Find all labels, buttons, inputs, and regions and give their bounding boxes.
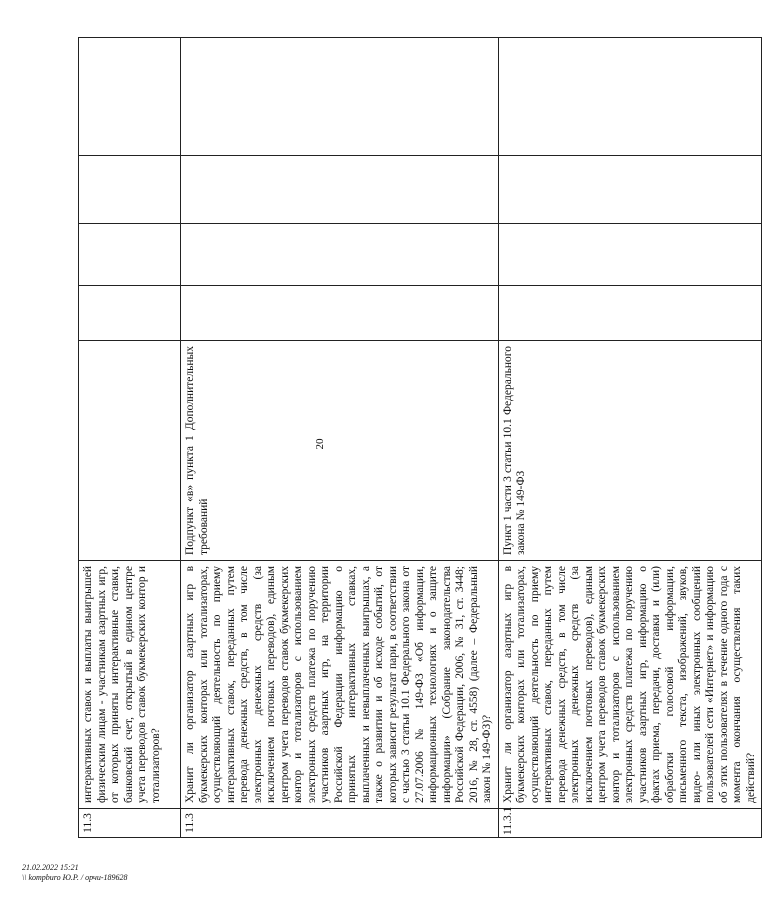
stamp-author: \\ kompburo Ю.Р. / орчи-189628 [22, 873, 128, 882]
document-stamp [22, 863, 128, 883]
rotated-table-container [78, 38, 757, 838]
table-row [79, 38, 181, 838]
note-cell [79, 38, 181, 156]
row-number: 11.3 [181, 809, 499, 838]
note-cell [498, 38, 762, 156]
answer-no-cell [498, 224, 762, 286]
requirement-cell: Пункт 1 части 3 статьи 10.1 Федерального закона № 149-ФЗ [498, 341, 762, 561]
table-row [181, 38, 499, 838]
answer-no-cell [79, 224, 181, 286]
checklist-table [78, 37, 762, 838]
answer-na-cell [79, 156, 181, 224]
answer-na-cell [181, 156, 499, 224]
question-cell: Хранит ли организатор азартных игр в букмекерских конторах или тотализаторах, осуществляющий деятельность по приему интерактивных ставок, переданных путем перевода денежных средств, в том числе электронных денежных средств (за исключением почтовых переводов), единым центром учета переводов ставок букмекерских контор и тотализаторов с использованием электронных средств платежа по поручению участников азартных игр, информацию о фактах приема, передачи, доставки и (или) обработки голосовой информации, письменного текста, изображений, звуков, видео- или иных электронных сообщений пользователей сети «Интернет» и информацию об этих пользователях в течение одного года с момента окончания осуществления таких действий? [498, 561, 762, 809]
note-cell [181, 38, 499, 156]
page-number: 20 [314, 438, 326, 450]
answer-yes-cell [498, 286, 762, 341]
row-number: 11.3 [79, 809, 181, 838]
requirement-cell [79, 341, 181, 561]
answer-yes-cell [79, 286, 181, 341]
table-row [498, 38, 762, 838]
answer-yes-cell [181, 286, 499, 341]
stamp-datetime: 21.02.2022 15:21 [22, 863, 79, 872]
answer-no-cell [181, 224, 499, 286]
row-number: 11.3.1 [498, 809, 762, 838]
question-cell: Хранит ли организатор азартных игр в букмекерских конторах или тотализаторах, осуществляющий деятельность по приему интерактивных ставок, переданных путем перевода денежных средств, в том числе электронных денежных средств (за исключением почтовых переводов), единым центром учета переводов ставок букмекерских контор и тотализаторов с использованием электронных средств платежа по поручению участников азартных игр, на территории Российской Федерации информацию о принятых интерактивных ставках, выплаченных и невыплаченных выигрышах, а также о развитии и об исходе событий, от которых зависит результат пари, в соответствии с частью 3 статьи 10.1 Федерального закона от 27.07.2006 № 149-ФЗ «Об информации, информационных технологиях и о защите информации» (Собрание законодательства Российской Федерации, 2006, № 31, ст. 3448; 2016, № 28, ст. 4558) (далее – Федеральный закон № 149-ФЗ)? [181, 561, 499, 809]
answer-na-cell [498, 156, 762, 224]
requirement-cell: Подпункт «в» пункта 1 Дополнительных требований [181, 341, 499, 561]
question-cell: интерактивных ставок и выплаты выигрышей физическим лицам - участникам азартных игр, от которых приняты интерактивные ставки, банковский счет, открытый в едином центре учета переводов ставок букмекерских контор и тотализаторов? [79, 561, 181, 809]
